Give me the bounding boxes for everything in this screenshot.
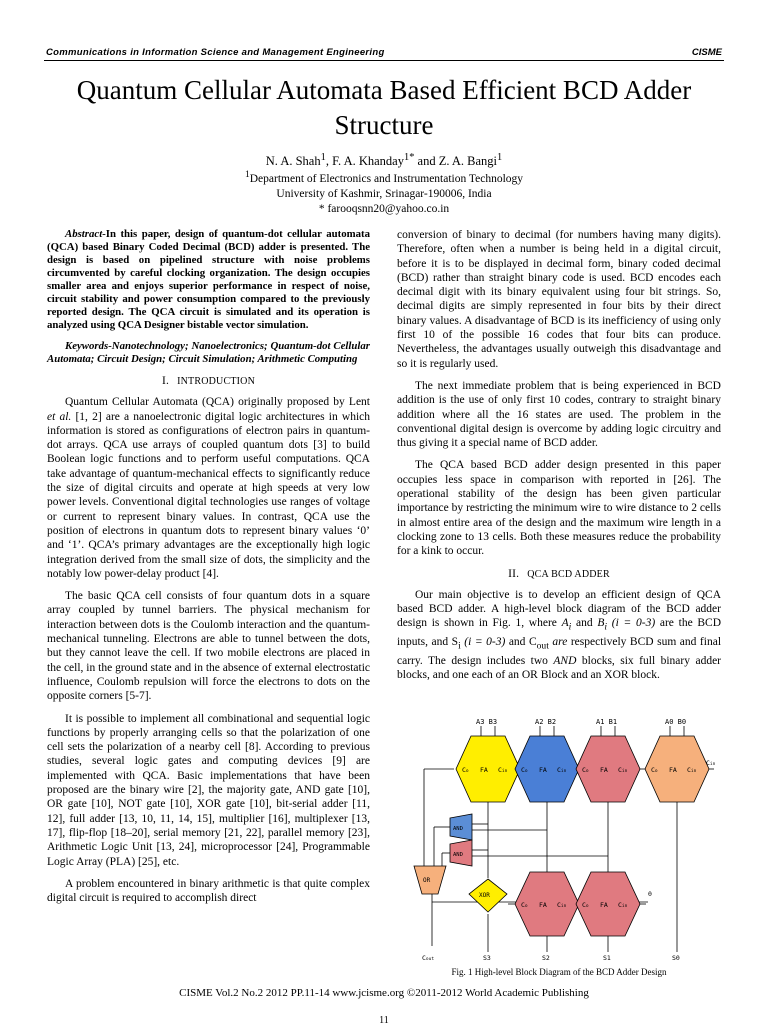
affiliation [40, 167, 728, 217]
sum-label-s3: S3 [483, 954, 491, 962]
intro-paragraph-2: The basic QCA cell consists of four quantum dots in a square array coupled by tunnel barriers. The physical mechanism for interaction between dots is the Coulomb interaction and the quantum-mechanical tunneling. Electrons are able to tunnel between the dots, but they cannot leave the cell. If two mobile electrons are placed in the cell, in the ground state and in the absence of external electrostatic influence, Coulomb repulsion will force the electrons to dots on the opposite corners [5-7]. [47, 590, 370, 703]
keywords: Keywords-Nanotechnology; Nanoelectronics; Quantum-dot Cellular Automata; Circuit Design; Circuit Simulation; Arithmetic Computing [47, 340, 370, 365]
svg-text:FA: FA [600, 766, 608, 774]
figure-caption: Fig. 1 High-level Block Diagram of the BCD Adder Design [451, 967, 667, 977]
svg-text:Co: Co [521, 766, 528, 774]
left-column [47, 228, 370, 913]
abstract-label: Abstract- [65, 228, 106, 240]
header-divider [44, 60, 724, 61]
abstract-text: In this paper, design of quantum-dot cellular automata (QCA) based Binary Coded Decimal (BCD) adder is presented. The design is based on pipelined structure with noise problems circumvented by careful clocking organization. The design occupies smaller area and enjoys superior performance in respect of noise, circuit stability and power consumption compared to the previously reported design. The QCA circuit is simulated and its operation is analyzed using QCA Designer bistable vector simulation. [47, 228, 370, 331]
affil-email[interactable]: * farooqsnn20@yahoo.co.in [318, 202, 450, 215]
or-gate [414, 866, 446, 894]
author-2: F. A. Khanday [332, 154, 404, 169]
input-label-a3b3: A3 B3 [476, 718, 498, 726]
svg-text:Co: Co [651, 766, 658, 774]
svg-text:AND: AND [453, 826, 463, 832]
carry-out-label: Cout [422, 954, 435, 962]
svg-text:AND: AND [453, 852, 463, 858]
abstract [47, 228, 370, 332]
input-label-a2b2: A2 B2 [535, 718, 557, 726]
xor-block [469, 879, 507, 912]
affil-sup: 1 [244, 169, 250, 180]
intro-paragraph-1: Quantum Cellular Automata (QCA) originally proposed by Lent et al. [1, 2] are a nanoelectronic digital logic architectures in which information is stored as configurations of electron pairs in quantum-dot arrays. QCA use arrays of coupled quantum dots [3] to build Boolean logic functions and to perform useful computations. QCA take advantage of quantum-mechanical effects to significantly reduce the size of digital circuits and operate at high speeds at very low power levels. Conventional digital technologies use ranges of voltage or current to represent binary values. In contrast, QCA use the position of electrons in quantum dots to represent binary values ‘0’ and ‘1’. QCA’s primary advantages are the exceptionally high logic integration derived from the small size of dots, the simplicity and the notably low power-delay product [4]. [47, 396, 370, 580]
input-label-a0b0: A0 B0 [665, 718, 687, 726]
author-1-sup: 1 [320, 152, 326, 163]
svg-text:Cin: Cin [498, 766, 508, 774]
author-3-sup: 1 [497, 152, 503, 163]
svg-text:Cin: Cin [557, 766, 567, 774]
full-adder-bit0 [645, 736, 709, 802]
page-number: 11 [379, 1015, 389, 1026]
section-heading-introduction: I. INTRODUCTION [161, 375, 256, 387]
full-adder-bit3 [456, 736, 520, 802]
svg-text:Cin: Cin [618, 901, 628, 909]
paper-title: Quantum Cellular Automata Based Efficient BCD Adder Structure [76, 75, 692, 140]
page-footer: CISME Vol.2 No.2 2012 PP.11-14 www.jcisme.org ©2011-2012 World Academic Publishing [179, 987, 589, 999]
full-adder-bit2 [515, 736, 579, 802]
intro-paragraph-4: A problem encountered in binary arithmetic is that quite complex digital circuit is required to accomplish direct [47, 877, 370, 905]
right-paragraph-2: The next immediate problem that is being experienced in BCD addition is the use of only first 10 codes, contrary to straight binary addition where all the 16 states are used. The problem in the conventional digital design is overcome by adding logic circuitry and thus giving it a special name of BCD adder. [397, 379, 721, 450]
carry-in-label: Cin [706, 759, 716, 767]
sum-label-s0: S0 [672, 954, 680, 962]
journal-header: Communications in Information Science and Management Engineering [46, 47, 385, 58]
right-paragraph-1: conversion of binary to decimal (for numbers having many digits). Therefore, often when a number is being held in a digital circuit, before it is to be displayed in decimal form, binary coded decimal (BCD) rather than straight binary code is used. BCD encodes each decimal digit with its binary equivalent using four bit strings. So, decimal digits are simply represented in four bits by their direct binary values. A disadvantage of BCD is its inefficiency of using only first 10 of the possible 16 codes that four bits can produce. Nevertheless, the advantages usually outweigh this disadvantage and so it is regularly used. [397, 229, 721, 370]
and-gate-1 [450, 814, 472, 840]
affil-university: University of Kashmir, Srinagar-190006, India [276, 187, 492, 200]
svg-text:FA: FA [600, 901, 608, 909]
input-label-a1b1: A1 B1 [596, 718, 618, 726]
svg-text:FA: FA [539, 766, 547, 774]
svg-text:Co: Co [521, 901, 528, 909]
right-paragraph-3: The QCA based BCD adder design presented in this paper occupies less space in comparison with reported in [26]. The operational stability of the design has been given particular importance by restricting the minimum wire to wire distance to 2 cells in almost entire area of the design and the maximum wire length in a clocking zone to 13 cells. Both these measures reduce the probability for a kink to occur. [397, 459, 721, 558]
svg-text:Co: Co [462, 766, 469, 774]
svg-text:Cin: Cin [618, 766, 628, 774]
author-3: Z. A. Bangi [438, 154, 498, 169]
svg-text:OR: OR [423, 877, 431, 884]
svg-text:FA: FA [539, 901, 547, 909]
svg-text:FA: FA [480, 766, 488, 774]
svg-text:FA: FA [669, 766, 677, 774]
affil-dept: Department of Electronics and Instrumentation Technology [249, 172, 524, 185]
svg-text:Co: Co [582, 766, 589, 774]
sum-label-s1: S1 [603, 954, 611, 962]
zero-input-label: 0 [648, 890, 652, 898]
svg-text:Cin: Cin [687, 766, 697, 774]
society-header: CISME [691, 47, 722, 58]
author-list: N. A. Shah$^1$, F. A. Khanday$^{1*}$ and Z. A. Bangi$^1$ [265, 152, 503, 169]
svg-text:Cin: Cin [557, 901, 567, 909]
section2-paragraph-1: Our main objective is to develop an efficient design of QCA based BCD adder. A high-level block diagram of the BCD adder design is shown in Fig. 1, where $A_i$ and $B_i$ (i = 0-3) are the BCD inputs, and $S_i$ (i = 0-3) and $C_{out}$ are respectively BCD sum and final carry. The design includes two AND blocks, six full binary adder blocks, and one each of an OR Block and an XOR block. [397, 588, 722, 681]
full-adder-correction-1 [576, 872, 640, 936]
intro-paragraph-3: It is possible to implement all combinational and sequential logic functions by properly arranging cells so that the polarization of one cell sets the polarization of a nearby cell [8]. According to previous studies, several logic gates and computing devices [9] are implemented with QCA. Basic implementations that have been proposed are the binary wire [2], the majority gate, AND gate [10], OR gate [10], NOT gate [10], XOR gate [10], bit-serial adder [11, 12], full adder [13, 10, 11, 14, 15], multiplier [16], multiplexer [13, 17], flip-flop [18–20], serial memory [21, 22], parallel memory [23], Arithmetic Logic Unit [13, 24], microprocessor [24], Programmable Logic Array (PLA) [25], etc. [47, 712, 370, 868]
svg-text:XOR: XOR [479, 892, 490, 899]
sum-label-s2: S2 [542, 954, 550, 962]
author-2-sup: 1* [403, 152, 415, 163]
full-adder-correction-2 [515, 872, 579, 936]
author-1: N. A. Shah [265, 154, 321, 169]
full-adder-bit1 [576, 736, 640, 802]
section-heading-qca-bcd-adder: II. QCA BCD ADDER [508, 567, 610, 580]
right-column [397, 228, 721, 690]
bcd-adder-block-diagram [408, 714, 722, 968]
author-and: and [417, 154, 436, 169]
and-gate-2 [450, 840, 472, 866]
svg-text:Co: Co [582, 901, 589, 909]
